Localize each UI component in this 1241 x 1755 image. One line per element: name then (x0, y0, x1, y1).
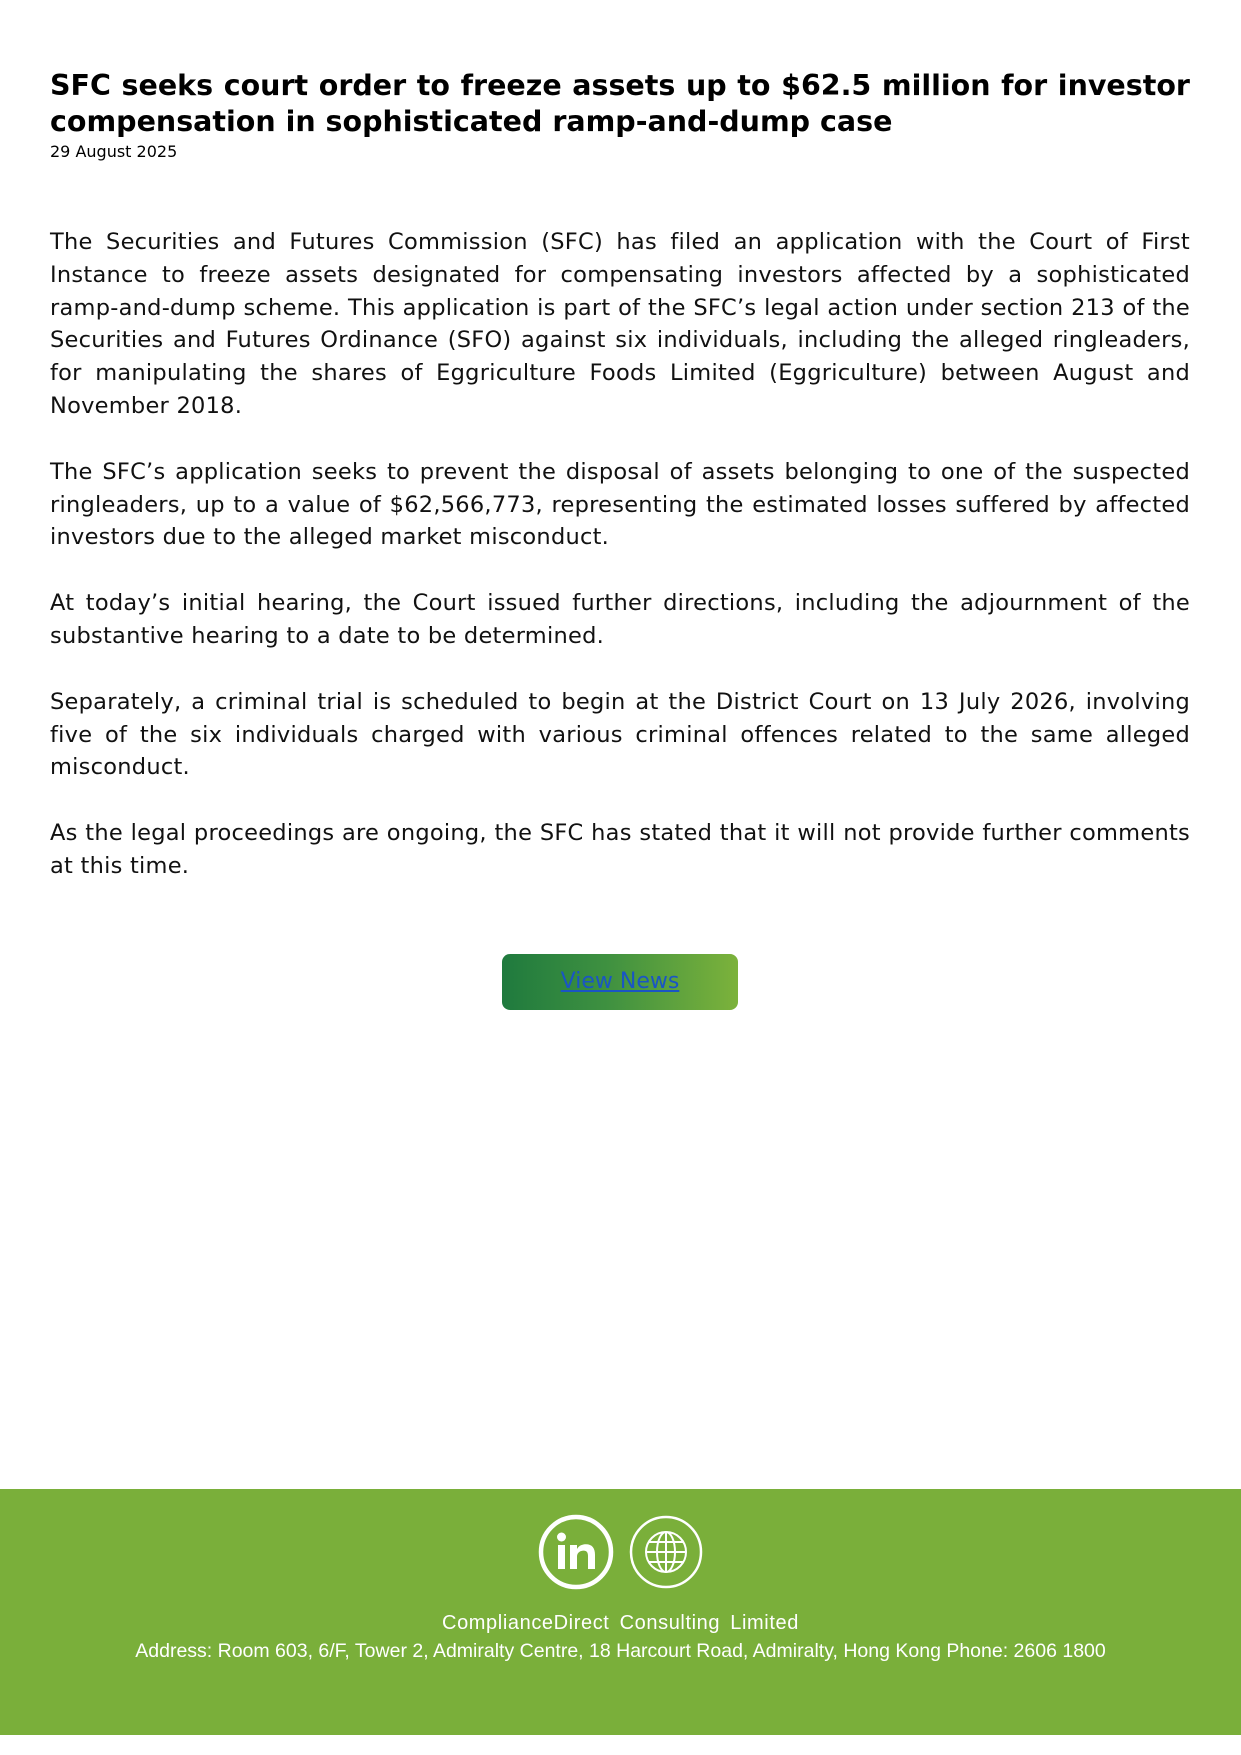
paragraph: At today’s initial hearing, the Court issued further directions, including the adjournment of the substantive hearing to a date to be determined. (50, 590, 1190, 649)
footer (0, 1489, 1241, 1735)
company-name: ComplianceDirect Consulting Limited (442, 1612, 799, 1634)
paragraph: The Securities and Futures Commission (SFC) has filed an application with the Court of First Instance to freeze assets designated for compensating investors affected by a sophisticated ramp-and-dump scheme. This application is part of the SFC’s legal action under section 213 of the Securities and Futures Ordinance (SFO) against six individuals, including the alleged ringleaders, for manipulating the shares of Eggriculture Foods Limited (Eggriculture) between August and November 2018. (50, 229, 1190, 419)
article-date: 29 August 2025 (50, 142, 178, 161)
paragraph: As the legal proceedings are ongoing, the SFC has stated that it will not provide further comments at this time. (50, 820, 1190, 879)
linkedin-icon[interactable] (538, 1514, 614, 1594)
article-body (50, 226, 1190, 883)
company-address: Address: Room 603, 6/F, Tower 2, Admiralty Centre, 18 Harcourt Road, Admiralty, Hong Kong Phone: 2606 1800 (135, 1640, 1106, 1662)
view-news-container (502, 954, 738, 1010)
view-news-button[interactable]: View News (502, 954, 738, 1010)
article-title: SFC seeks court order to freeze assets up to $62.5 million for investor compensation in sophisticated ramp-and-dump case (50, 69, 1190, 138)
paragraph: Separately, a criminal trial is scheduled to begin at the District Court on 13 July 2026, involving five of the six individuals charged with various criminal offences related to the same alleged misconduct. (50, 688, 1190, 781)
paragraph: The SFC’s application seeks to prevent the disposal of assets belonging to one of the suspected ringleaders, up to a value of $62,566,773, representing the estimated losses suffered by affected investors due to the alleged market misconduct. (50, 458, 1190, 551)
article (50, 68, 1190, 916)
social-icons (0, 1514, 1241, 1594)
globe-icon[interactable] (628, 1514, 704, 1594)
